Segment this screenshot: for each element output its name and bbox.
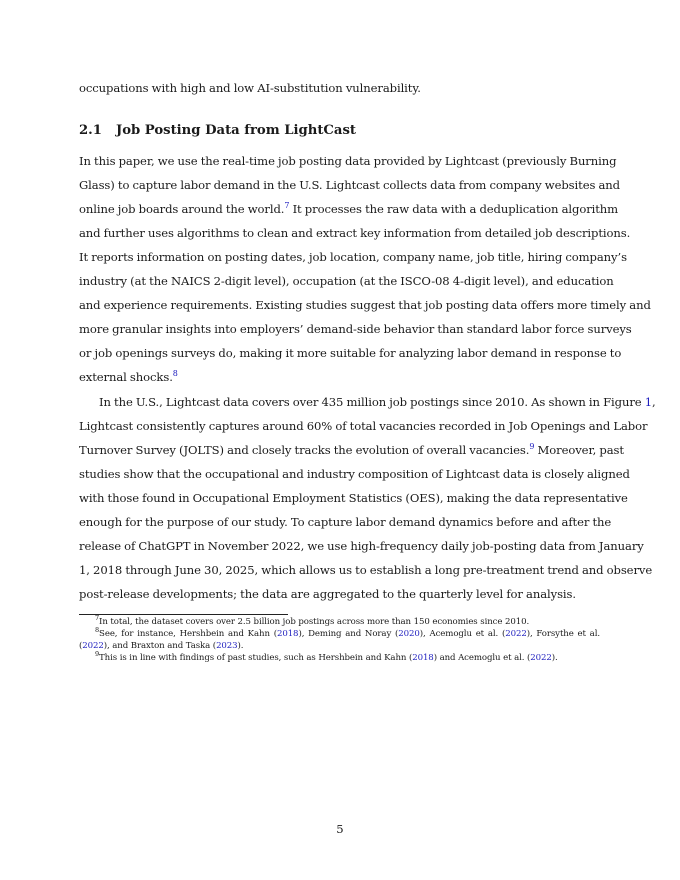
- section-number: 2.1: [79, 123, 102, 138]
- citation-link[interactable]: 2022: [505, 629, 527, 639]
- footnote-text: ).: [237, 641, 244, 651]
- text-span: Moreover, past: [534, 443, 624, 457]
- citation-link[interactable]: 2018: [276, 629, 299, 639]
- paragraph-line: and experience requirements. Existing studies suggest that job posting data offers more timely and: [79, 298, 651, 312]
- paragraph-line: enough for the purpose of our study. To capture labor demand dynamics before and after the: [79, 515, 612, 529]
- footnote-7: [95, 614, 600, 628]
- paragraph-line: Lightcast consistently captures around 60% of total vacancies recorded in Job Openings and Labor: [79, 419, 648, 433]
- paragraph-line: or job openings surveys do, making it more suitable for analyzing labor demand in response to: [79, 346, 622, 360]
- footnote-text: ), Acemoglu et al. (: [419, 629, 506, 639]
- paragraph-line: [99, 395, 656, 409]
- citation-link[interactable]: 2022: [530, 653, 552, 663]
- text-span: It processes the raw data with a deduplication algorithm: [289, 202, 619, 216]
- footnote-text: ) and Acemoglu et al. (: [433, 653, 531, 663]
- opening-line: occupations with high and low AI-substitution vulnerability.: [79, 81, 421, 95]
- paragraph-line: 1, 2018 through June 30, 2025, which allows us to establish a long pre-treatment trend and observe: [79, 563, 653, 577]
- citation-link[interactable]: 2022: [82, 641, 104, 651]
- paragraph-line: In this paper, we use the real-time job posting data provided by Lightcast (previously Burning: [79, 154, 617, 168]
- paragraph-line: studies show that the occupational and industry composition of Lightcast data is closely aligned: [79, 467, 630, 481]
- footnote-mark: 8: [95, 626, 100, 634]
- footnote-text: ), and Braxton and Taska (: [103, 641, 217, 651]
- footnote-text: This is in line with findings of past studies, such as Hershbein and Kahn (: [99, 653, 413, 663]
- footnote-text: ).: [551, 653, 558, 663]
- text-span: external shocks.: [79, 370, 173, 384]
- footnote-text: In total, the dataset covers over 2.5 billion job postings across more than 150 economies since 2010.: [99, 617, 530, 627]
- footnote-divider: [79, 614, 288, 615]
- footnote-text: See, for instance, Hershbein and Kahn (: [99, 629, 277, 639]
- text-span: ,: [652, 395, 656, 409]
- paragraph-line: more granular insights into employers’ demand-side behavior than standard labor force surveys: [79, 322, 632, 336]
- section-heading: [79, 123, 356, 139]
- paragraph-line: It reports information on posting dates, job location, company name, job title, hiring company’s: [79, 250, 627, 264]
- footnote-ref-8[interactable]: 8: [172, 369, 178, 378]
- footnote-ref-9[interactable]: 9: [529, 442, 535, 451]
- footnote-text: ), Forsythe et al.: [526, 629, 600, 639]
- footnote-mark: 7: [95, 614, 100, 622]
- citation-link[interactable]: 2020: [398, 629, 420, 639]
- paragraph-line: release of ChatGPT in November 2022, we use high-frequency daily job-posting data from January: [79, 539, 644, 553]
- footnote-text: ), Deming and Noray (: [298, 629, 399, 639]
- text-span: Turnover Survey (JOLTS) and closely tracks the evolution of overall vacancies.: [79, 443, 530, 457]
- paragraph-line: with those found in Occupational Employment Statistics (OES), making the data representative: [79, 491, 628, 505]
- footnote-text: (: [79, 641, 83, 651]
- paragraph-line: industry (at the NAICS 2-digit level), occupation (at the ISCO-08 4-digit level), and education: [79, 274, 614, 288]
- footnote-9: [95, 650, 600, 664]
- paragraph-line: post-release developments; the data are aggregated to the quarterly level for analysis.: [79, 587, 576, 601]
- paragraph-line: Glass) to capture labor demand in the U.S. Lightcast collects data from company websites and: [79, 178, 620, 192]
- text-span: In the U.S., Lightcast data covers over 435 million job postings since 2010. As shown in Figure: [99, 395, 645, 409]
- section-title: Job Posting Data from LightCast: [115, 123, 356, 138]
- footnote-8-continued: [79, 641, 600, 652]
- figure-ref-link[interactable]: 1: [644, 395, 652, 409]
- paragraph-line: [79, 370, 600, 384]
- paragraph-line: [79, 201, 619, 216]
- citation-link[interactable]: 2018: [412, 653, 434, 663]
- footnote-mark: 9: [95, 650, 100, 658]
- citation-link[interactable]: 2023: [216, 641, 238, 651]
- text-span: online job boards around the world.: [79, 202, 285, 216]
- paragraph-line: [79, 442, 624, 457]
- footnote-ref-7[interactable]: 7: [284, 201, 290, 210]
- footnote-8: [95, 626, 600, 640]
- paragraph-line: and further uses algorithms to clean and extract key information from detailed job descriptions.: [79, 226, 631, 240]
- page-number: 5: [336, 822, 344, 836]
